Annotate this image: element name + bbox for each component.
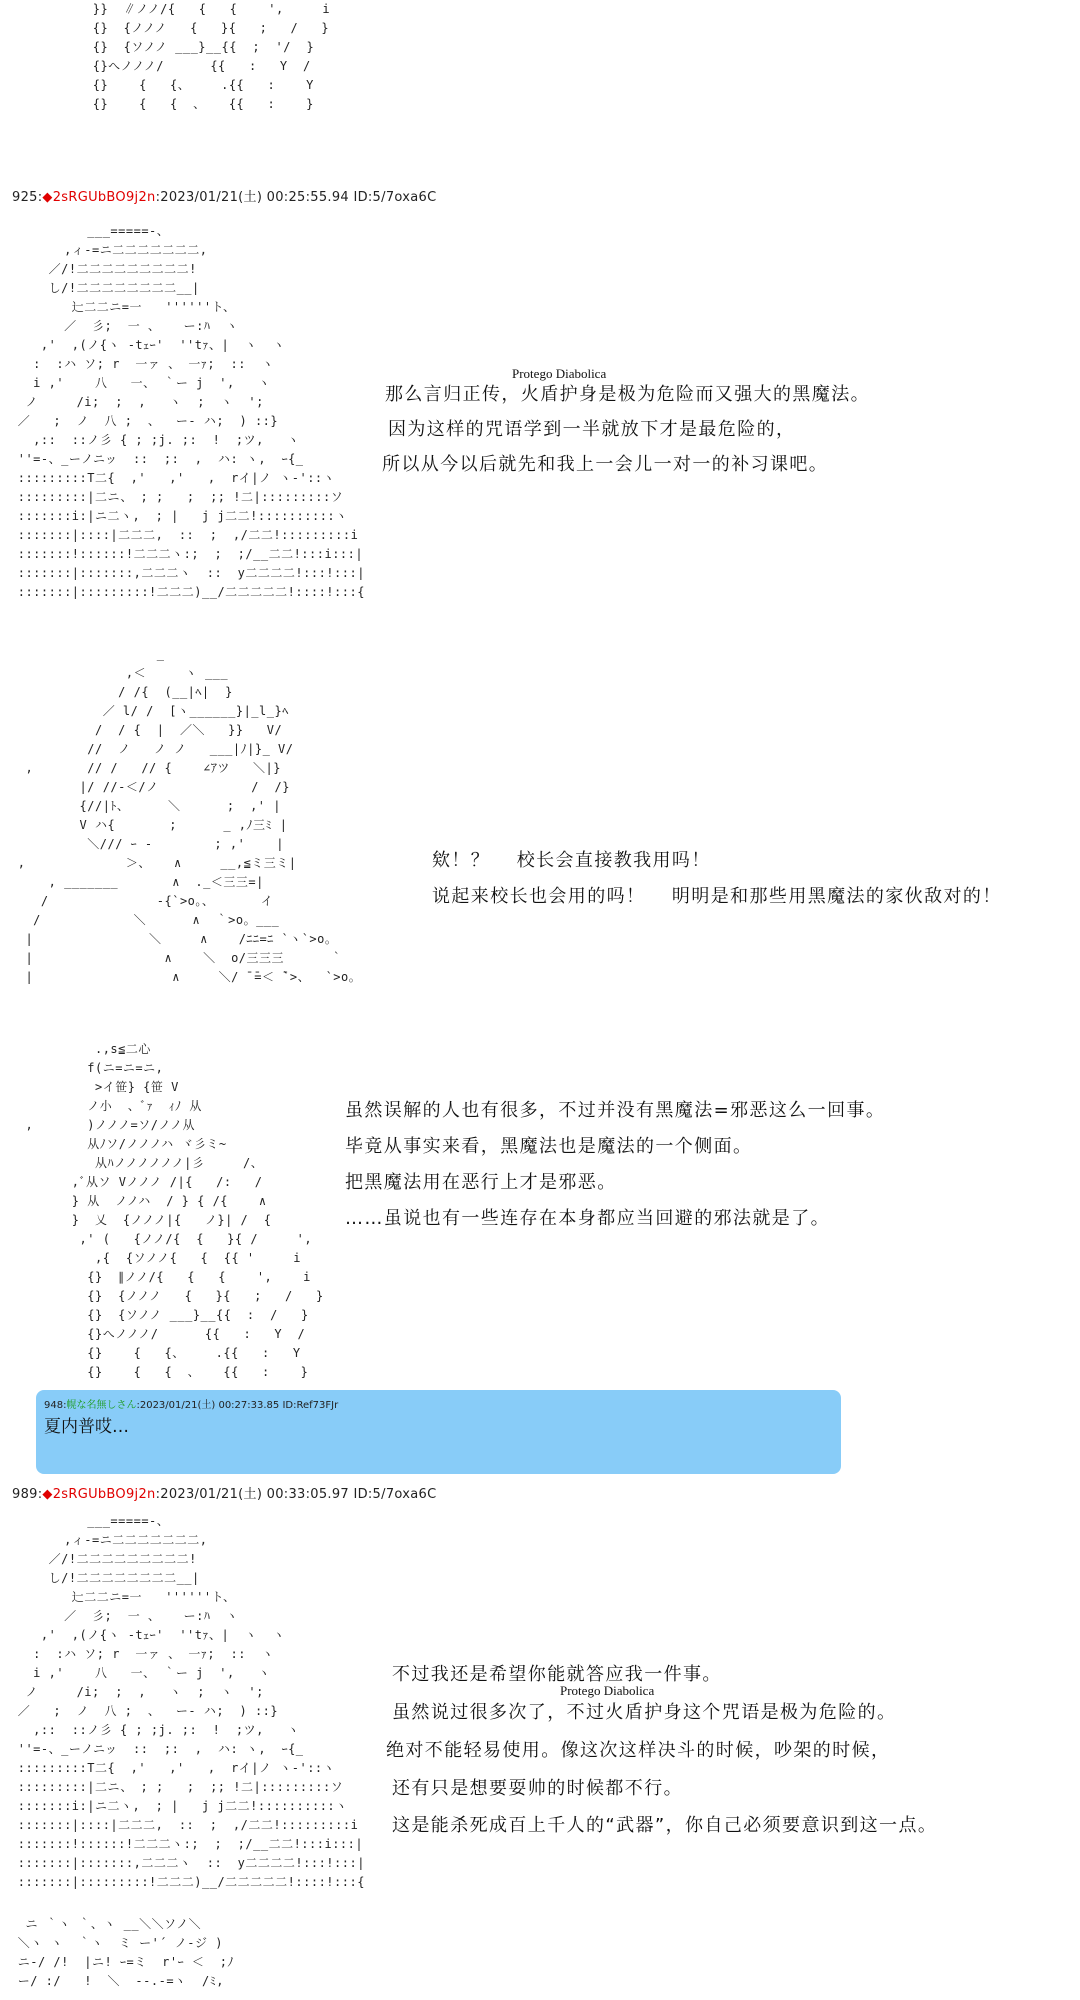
spell-ruby: Protego Diabolica (560, 1683, 655, 1698)
reply-header (44, 1396, 338, 1411)
post-meta: :2023/01/21(土) 00:33:05.97 ID:5/7oxa6C (155, 1487, 437, 1502)
post-header-989 (12, 1483, 436, 1502)
reply-body: 夏内普哎… (44, 1417, 129, 1437)
reply-meta: :2023/01/21(土) 00:27:33.85 ID:Ref73FJr (136, 1400, 339, 1411)
dialogue-line: 把黑魔法用在恶行上才是邪恶。 (345, 1172, 617, 1193)
ascii-art-bottom-fragment: ニ ｀ヽ ｀、ヽ __＼＼ソノ＼ ＼ヽ ヽ ｀ヽ ミ ー'´ ノ-ジ ) ニ-/ /! |ニ! ｰ=ミ r'ｰ ＜ ;ﾉ ー/ :/ ! ＼ --.-=ヽ /ﾐ, (17, 1917, 234, 1988)
dialogue-line: 虽然误解的人也有很多，不过并没有黑魔法=邪恶这么一回事。 (345, 1100, 886, 1121)
post-number[interactable]: 925: (12, 190, 43, 205)
spell-ruby: Protego Diabolica (512, 366, 607, 381)
dialogue-line: 那么言归正传，火盾护身是极为危险而又强大的黑魔法。 (385, 384, 870, 405)
ascii-art-dumbledore-3: ___=====-、 ,ィ-=ニ二二二二二二二, ／/!二二二二二二二二二! し/!二二二二二二二二__| 辷二二ニ=一 ''''''ト、 ／ 彡; 一 、 ー:ﾊ ヽ ,' ,(ノ{ヽ -tｪｰ' ''tｧ、| ヽ ヽ : :ハ ソ; r 一ァ 、 一ｧ; :: ヽ i ,' 八 一、 ｀ー j ', ヽ ノ /i; ; , ヽ ; ヽ '; ／ ; ノ 八 ; 、 ー‐ ハ; ) ::} ,:: ::ノ彡 { ; ;j. ;: ! ;ツ, ヽ ''=-、_ーノニッ :: ;: , ハ: ヽ, ｰ{_ :::::::::T二{ ,' ,' , rイ|ノ ヽ-'::ヽ :::::::::|二ニ、 ; ; ; ;; !二|:::::::::ソ :::::::i:|ニ二ヽ, ; | j j二二!::::::::::ヽ :::::::|::::|二二二, :: ; ,/二二!:::::::::i :::::::!::::::!二二二ヽ:; ; ;/__二二!:::i:::| :::::::|:::::::,二二二ヽ :: y二二二二!:::!:::| :::::::|:::::::::!二二二)__/二二二二二!::::!:::{ (17, 1514, 365, 1889)
poster-trip: 2sRGUbBO9j2n (52, 1487, 156, 1502)
dialogue-line: ……虽说也有一些连存在本身都应当回避的邪法就是了。 (345, 1208, 830, 1229)
dialogue-line: 欸！？ 校长会直接教我用吗！ (432, 850, 711, 871)
diamond-icon: ◆ (42, 1487, 53, 1502)
dialogue-line: 绝对不能轻易使用。像这次这样决斗的时候，吵架的时候， (386, 1740, 891, 1761)
ascii-art-harry: _ ,＜ ヽ ___ / /{ (__|ﾍ| } ／ l/ / [ヽ______}|_l_}ﾍ / / { | ／＼ }} V/ // ノ ノ ノ ___|ﾉ|}_ V/ , // / // { ∠ｱツ ＼|} |/ //-＜/ノ / /} {//|ﾄ、 ＼ ; ,' | V ハ{ ; _ ,ﾉ三ﾐ | ＼/// ｰ - ; ,' | , ＞、 ∧ __,≦ミ三ミ| , _______ ∧ ._＜三三=| / ‐{`>o。、 イ / ＼ ∧ ｀>o。___ | ＼ ∧ /ﾆﾆ=ﾆ `ヽ`>o。 | ∧ ＼ o/三三三 ｀ | ∧ ＼/ ̄ ̄=＜ ̄`>、 `>o。 (17, 647, 362, 984)
dialogue-line: 这是能杀死成百上千人的“武器”，你自己必须要意识到这一点。 (392, 1815, 938, 1836)
post-meta: :2023/01/21(土) 00:25:55.94 ID:5/7oxa6C (155, 190, 437, 205)
reply-number[interactable]: 948: (44, 1400, 67, 1411)
dialogue-line: 毕竟从事实来看，黑魔法也是魔法的一个侧面。 (345, 1136, 753, 1157)
dialogue-line: 所以从今以后就先和我上一会儿一对一的补习课吧。 (382, 454, 829, 475)
ascii-art-top-fragment: }} ∥ノノ/{ { { ', i {} {ノノノ { }{ ; / } {} {ソノノ ___}__{{ ; '/ } {}へノノノ/ {{ : Y / {} { {、 .{{ : Y {} { { 、 {{ : } (92, 2, 331, 111)
dialogue-line: 还有只是想要耍帅的时候都不行。 (392, 1778, 683, 1799)
reply-name: 幌な名無しさん (66, 1400, 137, 1411)
reply-post-948 (36, 1390, 841, 1474)
poster-trip: 2sRGUbBO9j2n (52, 190, 156, 205)
post-number[interactable]: 989: (12, 1487, 43, 1502)
dialogue-line: 因为这样的咒语学到一半就放下才是最危险的， (388, 419, 796, 440)
dialogue-line: 说起来校长也会用的吗！ 明明是和那些用黑魔法的家伙敌对的！ (432, 886, 1002, 907)
dialogue-line: 不过我还是希望你能就答应我一件事。 (392, 1664, 722, 1685)
post-header-925 (12, 186, 436, 205)
dialogue-line: 虽然说过很多次了，不过火盾护身这个咒语是极为危险的。 (392, 1702, 897, 1723)
diamond-icon: ◆ (42, 190, 53, 205)
ascii-art-dumbledore-1: ___=====-、 ,ィ-=ニ二二二二二二二, ／/!二二二二二二二二二! し/!二二二二二二二二__| 辷二二ニ=一 ''''''ト、 ／ 彡; 一 、 ー:ﾊ ヽ ,' ,(ノ{ヽ -tｪｰ' ''tｧ、| ヽ ヽ : :ハ ソ; r 一ァ 、 一ｧ; :: ヽ i ,' 八 一、 ｀ー j ', ヽ ノ /i; ; , ヽ ; ヽ '; ／ ; ノ 八 ; 、 ー‐ ハ; ) ::} ,:: ::ノ彡 { ; ;j. ;: ! ;ツ, ヽ ''=-、_ーノニッ :: ;: , ハ: ヽ, ｰ{_ :::::::::T二{ ,' ,' , rイ|ノ ヽ-'::ヽ :::::::::|二ニ、 ; ; ; ;; !二|:::::::::ソ :::::::i:|ニ二ヽ, ; | j j二二!::::::::::ヽ :::::::|::::|二二二, :: ; ,/二二!:::::::::i :::::::!::::::!二二二ヽ:; ; ;/__二二!:::i:::| :::::::|:::::::,二二二ヽ :: y二二二二!:::!:::| :::::::|:::::::::!二二二)__/二二二二二!::::!:::{ (17, 224, 365, 599)
ascii-art-dumbledore-2: .,s≦二心 f(ニ=ニ=ニ, >イ笹} {笹 V ノ小 、ﾞｧ ｨﾉ 从 , )ノノノ=ソ/ノノ从 从ﾉソ/ノノノハ ヾ彡ミ~ 从ﾊノノノノノノ|彡 /、 ,ﾞ从ソ Vノノノ /|{ /: / } 从 ノノハ / } { /{ ∧ } 乂 {ノノノ|{ ノ}| / { ,' ( {ノノ/{ { }{ / ', ,{ {ソノノ{ { {{ ' i {} ∥ノノ/{ { { ', i {} {ノノノ { }{ ; / } {} {ソノノ ___}__{{ : / } {}へノノノ/ {{ : Y / {} { {、 .{{ : Y {} { { 、 {{ : } (25, 1042, 324, 1379)
